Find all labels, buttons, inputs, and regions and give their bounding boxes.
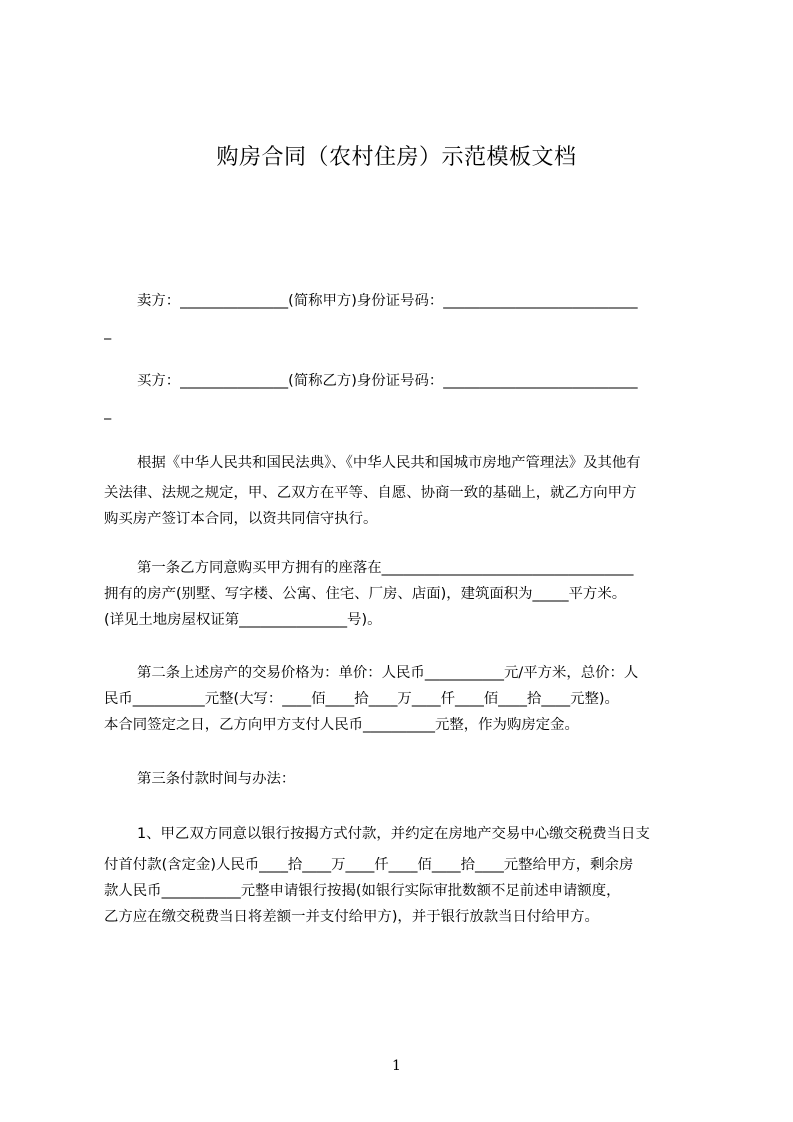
seller-line-continuation: _ xyxy=(104,324,112,340)
article3-item1-line-1: 1、甲乙双方同意以银行按揭方式付款，并约定在房地产交易中心缴交税费当日支 xyxy=(137,826,650,842)
article1-line-1: 第一条乙方同意购买甲方拥有的座落在___________________________________ xyxy=(137,560,634,576)
document-title: 购房合同（农村住房）示范模板文档 xyxy=(216,145,577,170)
preamble-line-1: 根据《中华人民共和国民法典》、《中华人民共和国城市房地产管理法》及其他有 xyxy=(137,455,641,471)
buyer-line-continuation: _ xyxy=(104,404,112,420)
article3-heading: 第三条付款时间与办法： xyxy=(137,771,296,787)
page-number: 1 xyxy=(392,1058,401,1074)
preamble-line-2: 关法律、法规之规定，甲、乙双方在平等、自愿、协商一致的基础上，就乙方向甲方 xyxy=(104,485,637,501)
article2-line-2: 民币__________元整(大写：____佰____拾____万____仟____佰____拾____元整)。 xyxy=(104,691,619,707)
article2-line-1: 第二条上述房产的交易价格为：单价：人民币___________元/平方米，总价：人 xyxy=(137,665,639,681)
preamble-line-3: 购买房产签订本合同，以资共同信守执行。 xyxy=(104,511,378,527)
article1-line-3: (详见土地房屋权证第_______________号)。 xyxy=(104,612,382,628)
seller-line: 卖方：_______________(简称甲方)身份证号码：___________________________ xyxy=(137,293,638,309)
article3-item1-line-4: 乙方应在缴交税费当日将差额一并支付给甲方)，并于银行放款当日付给甲方。 xyxy=(104,909,599,925)
article1-line-2: 拥有的房产(别墅、写字楼、公寓、住宅、厂房、店面)，建筑面积为_____平方米。 xyxy=(104,586,627,602)
buyer-line: 买方：_______________(简称乙方)身份证号码：___________________________ xyxy=(137,373,638,389)
article3-item1-line-3: 款人民币___________元整申请银行按揭(如银行实际审批数额不足前述申请额度， xyxy=(104,883,621,899)
article3-item1-line-2: 付首付款(含定金)人民币____拾____万____仟____佰____拾____元整给甲方，剩余房 xyxy=(104,857,634,873)
article2-line-3: 本合同签定之日，乙方向甲方支付人民币__________元整，作为购房定金。 xyxy=(104,717,579,733)
